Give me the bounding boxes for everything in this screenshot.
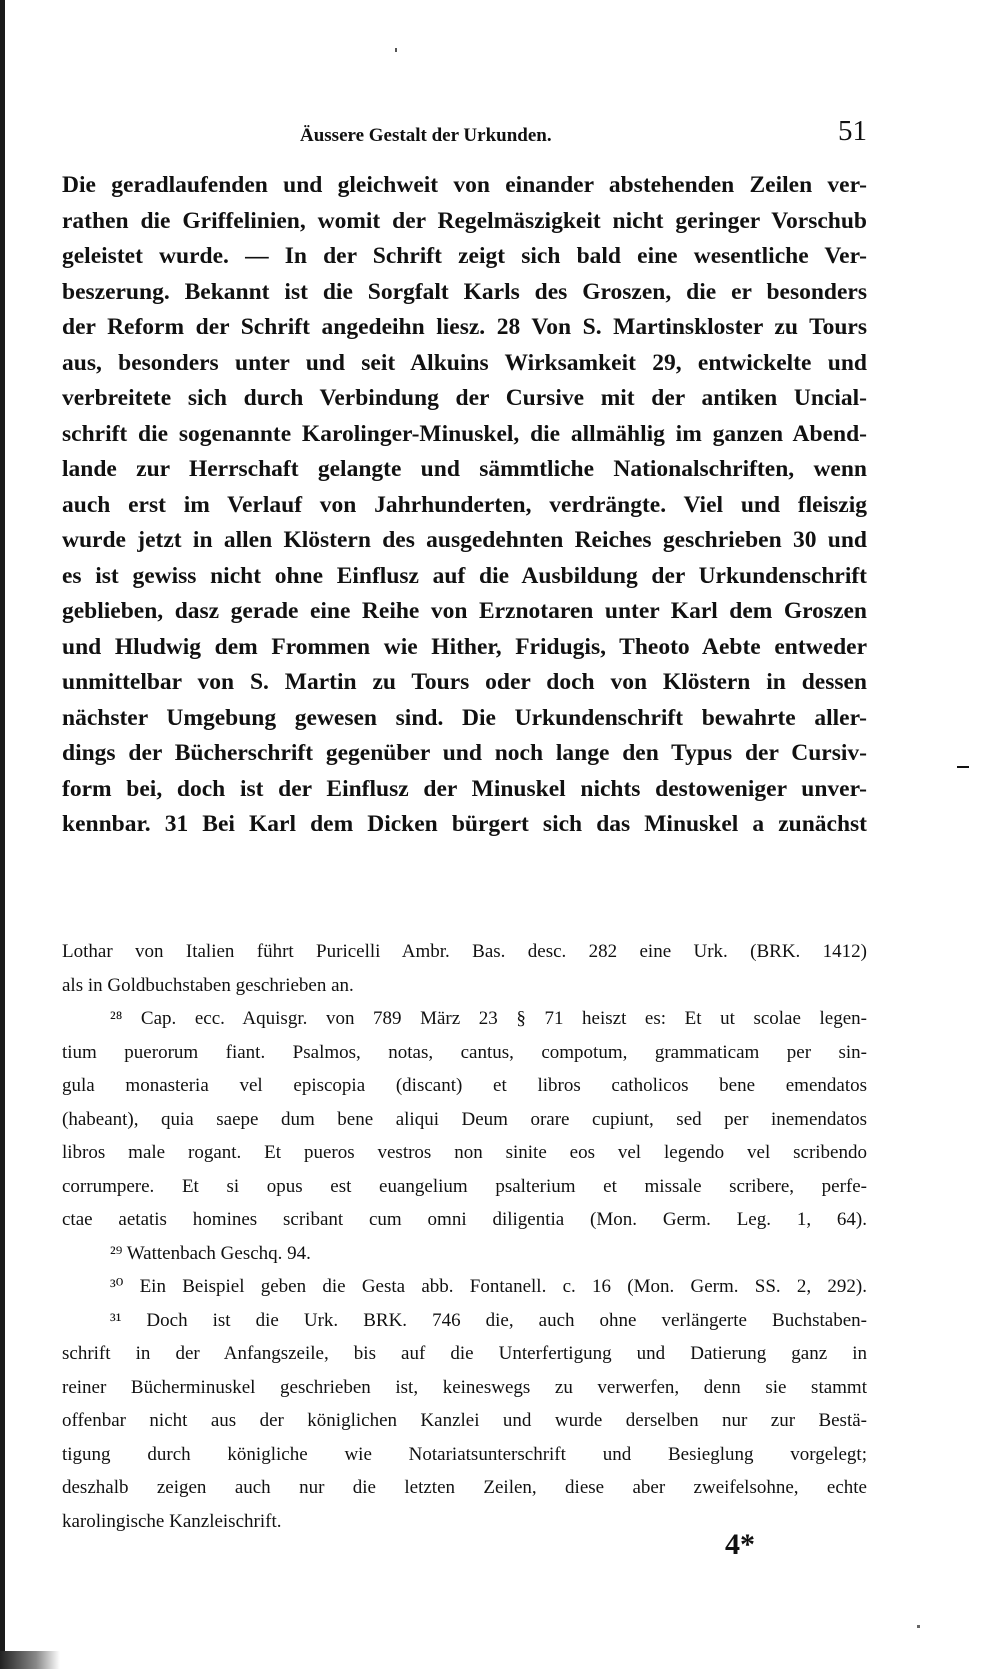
- text-line: geblieben, dasz gerade eine Reihe von Erznotaren unter Karl dem Groszen: [62, 598, 867, 624]
- footnote-line: (habeant), quia saepe dum bene aliqui Deum orare cupiunt, sed per inemendatos: [62, 1108, 867, 1130]
- text-line: lande zur Herrschaft gelangte und sämmtliche Nationalschriften, wenn: [62, 456, 867, 482]
- scan-speck: [917, 1625, 920, 1628]
- text-line: wurde jetzt in allen Klöstern des ausgedehnten Reiches geschrieben 30 und: [62, 527, 867, 553]
- footnote-line: corrumpere. Et si opus est euangelium psalterium et missale scribere, perfe-: [62, 1175, 867, 1197]
- footnote-line: offenbar nicht aus der königlichen Kanzlei und wurde derselben nur zur Bestä-: [62, 1410, 867, 1431]
- text-line: nächster Umgebung gewesen sind. Die Urkundenschrift bewahrte aller-: [62, 704, 867, 731]
- footnote-line: ²⁹ Wattenbach Geschq. 94.: [110, 1242, 311, 1264]
- signature-mark: 4*: [725, 1528, 755, 1561]
- text-line: dings der Bücherschrift gegenüber und noch lange den Typus der Cursiv-: [62, 740, 867, 766]
- footnote-line: ctae aetatis homines scribant cum omni diligentia (Mon. Germ. Leg. 1, 64).: [62, 1209, 867, 1230]
- footnote-line: als in Goldbuchstaben geschrieben an.: [62, 974, 354, 996]
- text-line: schrift die sogenannte Karolinger-Minuskel, die allmählig im ganzen Abend-: [62, 420, 867, 447]
- margin-mark: [957, 766, 969, 768]
- text-line: aus, besonders unter und seit Alkuins Wirksamkeit 29, entwickelte und: [62, 349, 867, 376]
- footnote-line: tigung durch königliche wie Notariatsunterschrift und Besieglung vorgelegt;: [62, 1443, 867, 1465]
- footnote-line: libros male rogant. Et pueros vestros non sinite eos vel legendo vel scribendo: [62, 1142, 867, 1163]
- text-line: Die geradlaufenden und gleichweit von einander abstehenden Zeilen ver-: [62, 172, 867, 198]
- footnote-line: ³¹ Doch ist die Urk. BRK. 746 die, auch ohne verlängerte Buchstaben-: [110, 1309, 867, 1331]
- footnote-line: Lothar von Italien führt Puricelli Ambr. Bas. desc. 282 eine Urk. (BRK. 1412): [62, 941, 867, 962]
- page-header: [62, 115, 867, 155]
- text-line: kennbar. 31 Bei Karl dem Dicken bürgert sich das Minuskel a zunächst: [62, 811, 867, 837]
- footnote-line: deszhalb zeigen auch nur die letzten Zeilen, diese aber zweifelsohne, echte: [62, 1477, 867, 1498]
- footnote-line: tium puerorum fiant. Psalmos, notas, cantus, compotum, grammaticam per sin-: [62, 1041, 867, 1063]
- footnote-line: reiner Bücherminuskel geschrieben ist, keineswegs zu verwerfen, denn sie stammt: [62, 1376, 867, 1398]
- text-line: form bei, doch ist der Einflusz der Minuskel nichts destoweniger unver-: [62, 775, 867, 802]
- footnote-line: karolingische Kanzleischrift.: [62, 1510, 282, 1532]
- text-line: der Reform der Schrift angedeihn liesz. 28 Von S. Martinskloster zu Tours: [62, 314, 867, 340]
- main-text: [62, 168, 867, 843]
- scan-left-edge: [0, 0, 5, 1669]
- text-line: rathen die Griffelinien, womit der Regelmäszigkeit nicht geringer Vorschub: [62, 207, 867, 234]
- footnote-line: gula monasteria vel episcopia (discant) et libros catholicos bene emendatos: [62, 1075, 867, 1096]
- footnotes: [62, 935, 867, 1538]
- text-line: unmittelbar von S. Martin zu Tours oder doch von Klöstern in dessen: [62, 669, 867, 695]
- text-line: beszerung. Bekannt ist die Sorgfalt Karls des Groszen, die er besonders: [62, 278, 867, 305]
- text-line: auch erst im Verlauf von Jahrhunderten, verdrängte. Viel und fleiszig: [62, 491, 867, 518]
- footnote-line: ³⁰ Ein Beispiel geben die Gesta abb. Fontanell. c. 16 (Mon. Germ. SS. 2, 292).: [110, 1276, 867, 1297]
- text-line: es ist gewiss nicht ohne Einflusz auf die Ausbildung der Urkundenschrift: [62, 562, 867, 589]
- text-line: geleistet wurde. — In der Schrift zeigt sich bald eine wesentliche Ver-: [62, 243, 867, 269]
- running-title: Äussere Gestalt der Urkunden.: [300, 125, 552, 146]
- footnote-line: schrift in der Anfangszeile, bis auf die Unterfertigung und Datierung ganz in: [62, 1343, 867, 1364]
- scan-speck: [395, 48, 397, 52]
- text-line: und Hludwig dem Frommen wie Hither, Fridugis, Theoto Aebte entweder: [62, 633, 867, 660]
- text-line: verbreitete sich durch Verbindung der Cursive mit der antiken Uncial-: [62, 385, 867, 411]
- footnote-line: ²⁸ Cap. ecc. Aquisgr. von 789 März 23 § 71 heiszt es: Et ut scolae legen-: [110, 1008, 867, 1029]
- page-number: 51: [838, 115, 867, 147]
- scan-bottom-shadow: [0, 1651, 60, 1669]
